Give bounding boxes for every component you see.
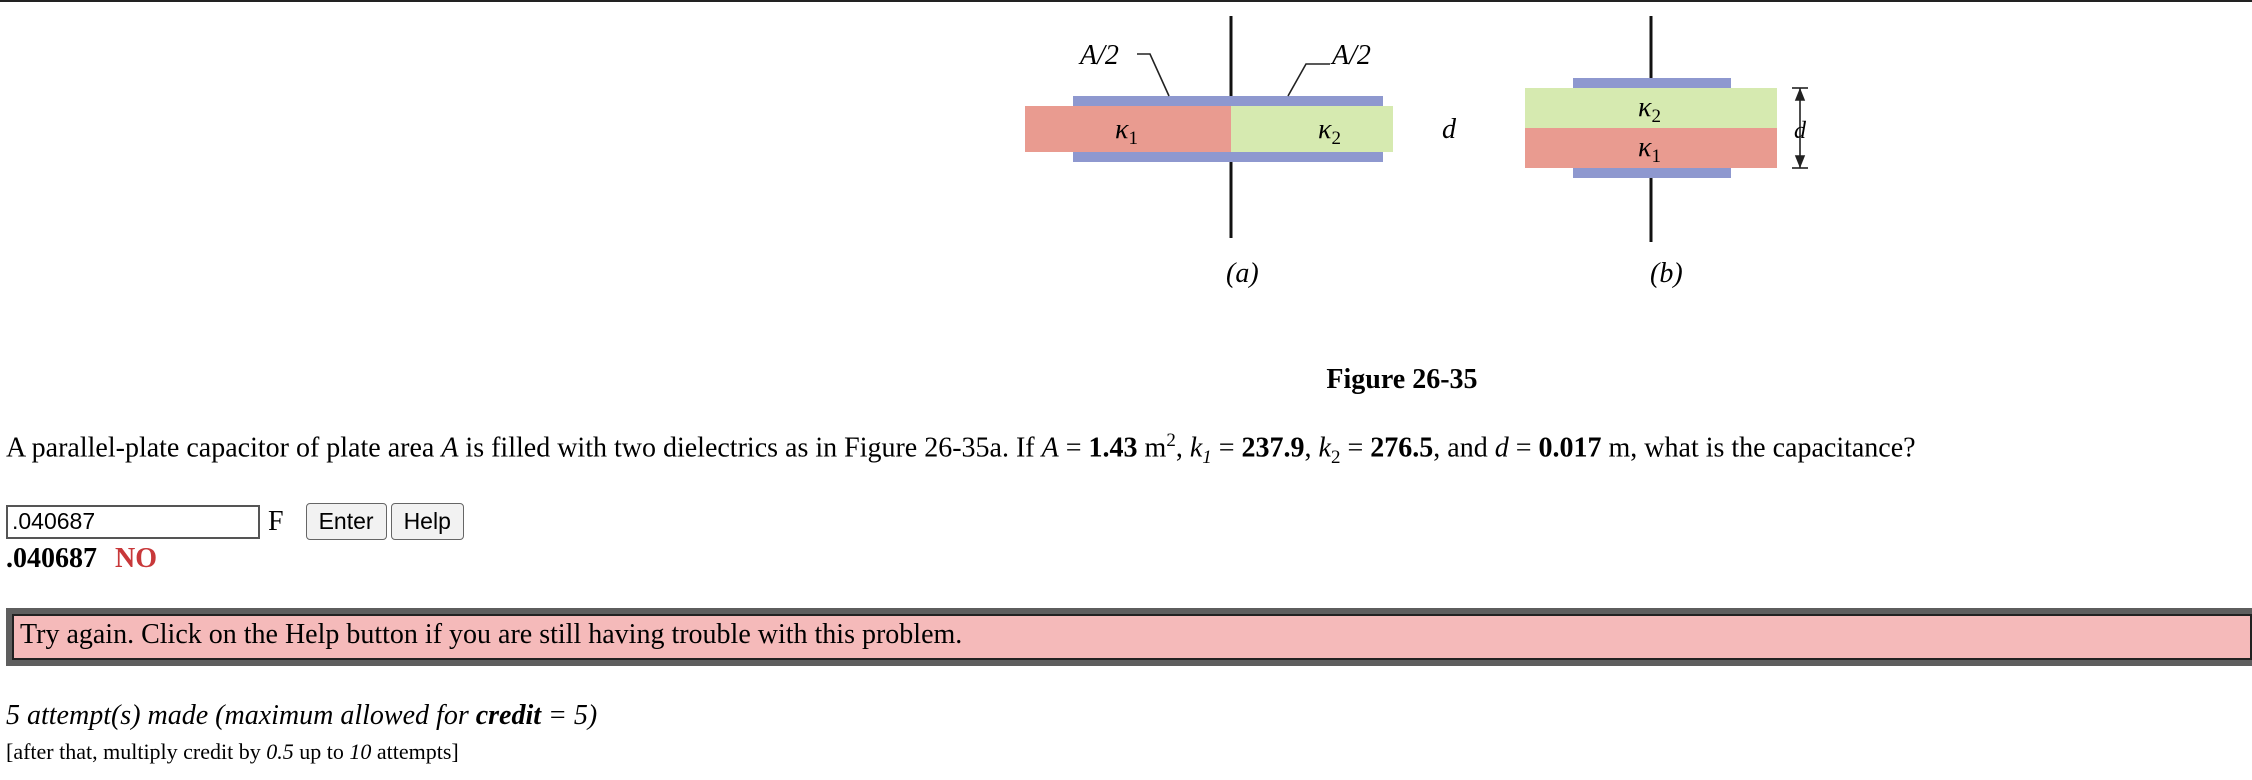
feedback-panel bbox=[6, 608, 2252, 666]
q-value-k1: 237.9 bbox=[1241, 432, 1305, 464]
help-button[interactable]: Help bbox=[391, 503, 464, 540]
result-value: .040687 bbox=[6, 543, 97, 574]
q-text-1: A parallel-plate capacitor of plate area bbox=[6, 432, 442, 464]
q-text-2: is filled with two dielectrics as in Figure 26-35a. If bbox=[458, 432, 1042, 464]
q-eq-4: = bbox=[1508, 432, 1539, 464]
q-eq-3: = bbox=[1340, 432, 1371, 464]
attempts-text-2: = 5) bbox=[541, 700, 598, 731]
enter-button[interactable]: Enter bbox=[306, 503, 387, 540]
caption-a: (a) bbox=[1226, 258, 1259, 289]
panel-b bbox=[1525, 16, 1808, 289]
q-var-A2: A bbox=[1041, 432, 1059, 464]
label-kappa2-a: $\kappa_2$ bbox=[1318, 114, 1341, 149]
question-text bbox=[6, 430, 1916, 469]
leader-right bbox=[1288, 64, 1330, 96]
multiply-text-1: [after that, multiply credit by bbox=[6, 739, 267, 764]
q-text-4: m, what is the capacitance? bbox=[1601, 432, 1916, 464]
label-kappa2-b: $\kappa_2$ bbox=[1638, 92, 1661, 127]
attempts-info bbox=[6, 700, 597, 732]
attempts-credit: credit bbox=[475, 700, 542, 731]
label-d-a: d bbox=[1442, 114, 1456, 145]
q-text-3: , and bbox=[1433, 432, 1495, 464]
q-value-d: 0.017 bbox=[1538, 432, 1602, 464]
q-value-k2: 276.5 bbox=[1370, 432, 1434, 464]
credit-multiplier-info bbox=[6, 739, 459, 765]
q-eq-2: = bbox=[1211, 432, 1242, 464]
label-half-area-right: A/2 bbox=[1332, 40, 1371, 71]
plate-top-b bbox=[1573, 78, 1731, 88]
q-comma-2: , bbox=[1304, 432, 1319, 464]
plate-bottom-b bbox=[1573, 168, 1731, 178]
panel-a bbox=[1025, 16, 1457, 289]
multiply-max: 10 bbox=[349, 739, 372, 764]
attempts-text-1: 5 attempt(s) made (maximum allowed for bbox=[6, 700, 476, 731]
q-sub-k2: 2 bbox=[1330, 446, 1341, 468]
q-var-k2: k bbox=[1318, 432, 1331, 464]
figure-26-35 bbox=[1020, 10, 1830, 310]
q-value-area: 1.43 bbox=[1088, 432, 1138, 464]
q-var-A: A bbox=[441, 432, 459, 464]
feedback-message: Try again. Click on the Help button if you are still having trouble with this problem. bbox=[12, 614, 2252, 660]
q-var-d: d bbox=[1494, 432, 1509, 464]
dielectric-kappa2-a bbox=[1231, 106, 1393, 152]
q-comma-1: , bbox=[1175, 432, 1190, 464]
q-unit-sup: 2 bbox=[1166, 430, 1176, 451]
label-half-area-left: A/2 bbox=[1080, 40, 1119, 71]
figure-title-text: Figure 26-35 bbox=[1326, 364, 1478, 395]
result-line bbox=[6, 543, 157, 575]
multiply-factor: 0.5 bbox=[266, 739, 294, 764]
label-d-b: d bbox=[1794, 118, 1806, 144]
plate-top-a bbox=[1073, 96, 1383, 106]
answer-input[interactable] bbox=[6, 505, 260, 539]
figure-title bbox=[0, 364, 2252, 396]
q-eq-1: = bbox=[1058, 432, 1089, 464]
multiply-text-3: attempts] bbox=[371, 739, 459, 764]
result-status-badge: NO bbox=[115, 543, 157, 574]
plate-bottom-a bbox=[1073, 152, 1383, 162]
multiply-text-2: up to bbox=[293, 739, 350, 764]
leader-left bbox=[1137, 54, 1169, 96]
caption-b: (b) bbox=[1650, 258, 1683, 289]
q-sub-k1: 1 bbox=[1202, 446, 1212, 468]
label-kappa1-a: $\kappa_1$ bbox=[1115, 114, 1138, 149]
answer-row bbox=[6, 503, 468, 540]
answer-unit: F bbox=[268, 505, 284, 537]
q-unit-m: m bbox=[1137, 432, 1167, 464]
q-var-k1: k bbox=[1189, 432, 1203, 464]
capacitor-diagram bbox=[1020, 10, 1830, 310]
label-kappa1-b: $\kappa_1$ bbox=[1638, 132, 1661, 167]
